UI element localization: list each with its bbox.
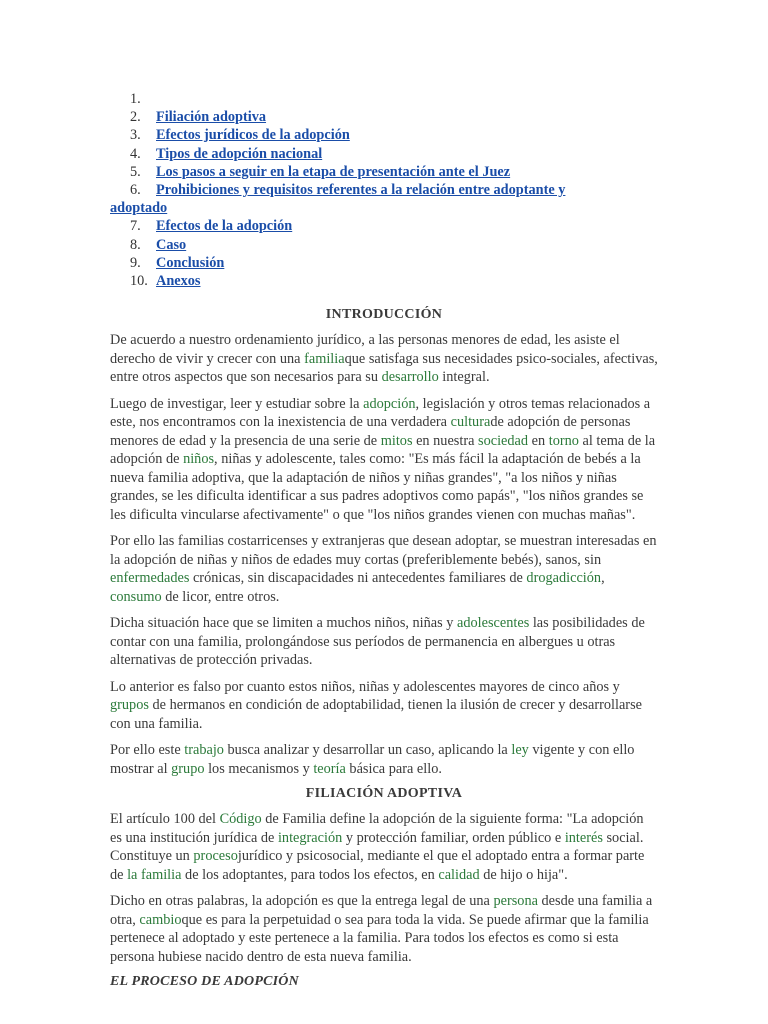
keyword-link[interactable]: sociedad	[478, 432, 529, 449]
keyword-link[interactable]: persona	[493, 893, 538, 910]
toc-number: 10.	[130, 273, 148, 290]
toc-item	[130, 145, 658, 163]
toc-link-filiacion[interactable]: Filiación adoptiva	[156, 109, 267, 126]
toc-number: 6.	[130, 182, 141, 199]
section-heading-filiacion: FILIACIÓN ADOPTIVA	[305, 786, 463, 802]
keyword-link[interactable]: trabajo	[184, 742, 224, 759]
section-heading-introduccion: INTRODUCCIÓN	[325, 307, 443, 323]
toc-link-efectos[interactable]: Efectos de la adopción	[156, 218, 293, 235]
keyword-link[interactable]: proceso	[193, 848, 238, 865]
toc-link-prohibiciones[interactable]	[110, 182, 658, 217]
keyword-link[interactable]: adopción	[363, 395, 416, 412]
toc-link-text: Prohibiciones y requisitos referentes a la relación entre adoptante y	[156, 182, 566, 199]
toc-number: 4.	[130, 145, 141, 162]
toc-link-text-cont: adoptado	[110, 200, 168, 217]
toc-item	[110, 181, 658, 217]
toc-item	[130, 236, 658, 254]
toc-number: 7.	[130, 218, 141, 235]
paragraph: Dicha situación hace que se limiten a muchos niños, niñas y adolescentes las posibilidades de contar con una familia, prolongándose sus períodos de permanencia en albergues u otras alternativas de protección privadas.	[110, 615, 645, 669]
toc-link-conclusion[interactable]: Conclusión	[156, 254, 225, 271]
toc-number: 3.	[130, 127, 141, 144]
keyword-link[interactable]: grupos	[110, 697, 149, 714]
paragraph: Por ello este trabajo busca analizar y desarrollar un caso, aplicando la ley vigente y con ello mostrar al grupo los mecanismos y teoría básica para ello.	[110, 742, 635, 777]
keyword-link[interactable]: enfermedades	[110, 570, 190, 587]
keyword-link[interactable]: la familia	[127, 866, 182, 883]
keyword-link[interactable]: torno	[548, 432, 579, 449]
toc-number: 9.	[130, 254, 141, 271]
toc-item	[130, 126, 658, 144]
keyword-link[interactable]: mitos	[380, 432, 413, 449]
keyword-link[interactable]: teoría	[313, 760, 346, 777]
document-page	[110, 90, 658, 990]
keyword-link[interactable]: cambio	[139, 911, 182, 928]
table-of-contents	[110, 90, 658, 290]
keyword-link[interactable]: ley	[511, 742, 529, 759]
keyword-link[interactable]: drogadicción	[526, 570, 602, 587]
keyword-link[interactable]: interés	[564, 829, 603, 846]
paragraph: El artículo 100 del Código de Familia define la adopción de la siguiente forma: "La adopción es una institución jurídica de integración y protección familiar, orden público e interés social. Constituye un procesojurídico y psicosocial, mediante el que el adoptado entra a formar parte de la familia de los adoptantes, para todos los efectos, en calidad de hijo o hija".	[110, 811, 645, 883]
section-heading-proceso: EL PROCESO DE ADOPCIÓN	[110, 974, 299, 990]
keyword-link[interactable]: consumo	[110, 588, 162, 605]
toc-number: 5.	[130, 163, 141, 180]
toc-item	[130, 217, 658, 235]
keyword-link[interactable]: Código	[219, 811, 262, 828]
keyword-link[interactable]: desarrollo	[381, 369, 439, 386]
toc-number: 2.	[130, 109, 141, 126]
toc-number: 1.	[130, 91, 141, 107]
paragraph: Por ello las familias costarricenses y extranjeras que desean adoptar, se muestran interesadas en la adopción de niñas y niños de edades muy cortas (preferiblemente bebés), sanos, sin enfermedades crónicas, sin discapacidades ni antecedentes familiares de drogadicción, consumo de licor, entre otros.	[110, 533, 657, 605]
paragraph: Lo anterior es falso por cuanto estos niños, niñas y adolescentes mayores de cinco años y grupos de hermanos en condición de adoptabilidad, tienen la ilusión de crecer y desarrollarse con una familia.	[110, 678, 642, 732]
toc-link-caso[interactable]: Caso	[156, 236, 187, 253]
toc-item	[130, 254, 658, 272]
toc-item	[130, 163, 658, 181]
toc-link-efectos-juridicos[interactable]: Efectos jurídicos de la adopción	[156, 127, 350, 144]
keyword-link[interactable]: integración	[277, 829, 343, 846]
paragraph: Luego de investigar, leer y estudiar sobre la adopción, legislación y otros temas relacionados a este, nos encontramos con la inexistencia de una verdadera culturade adopción de personas menores de edad y la presencia de una serie de mitos en nuestra sociedad en torno al tema de la adopción de niños, niñas y adolescente, tales como: "Es más fácil la adaptación de bebés a la nueva familia adoptiva, que la adaptación de niños y niñas grandes", "a los niños y niñas grandes, se les dificulta identificar a sus padres adoptivos como papás", "los niños grandes se les dificulta vincularse afectivamente" o que "los niños grandes vienen con muchas mañas".	[110, 395, 656, 523]
toc-link-anexos[interactable]: Anexos	[156, 273, 201, 290]
paragraph: Dicho en otras palabras, la adopción es que la entrega legal de una persona desde una familia a otra, cambioque es para la perpetuidad o sea para toda la vida. Se puede afirmar que la familia pertenece al adoptado y este pertenece a la familia. Para todos los efectos es como si esta persona hubiese nacido dentro de esta nueva familia.	[110, 893, 653, 965]
toc-number: 8.	[130, 236, 141, 253]
keyword-link[interactable]: calidad	[438, 866, 480, 883]
keyword-link[interactable]: grupo	[171, 760, 205, 777]
toc-link-tipos[interactable]: Tipos de adopción nacional	[156, 145, 323, 162]
keyword-link[interactable]: familia	[304, 350, 345, 367]
paragraph: De acuerdo a nuestro ordenamiento jurídico, a las personas menores de edad, les asiste el derecho de vivir y crecer con una familiaque satisfaga sus necesidades psico-sociales, afectivas, entre otros aspectos que son necesarios para su desarrollo integral.	[110, 332, 658, 386]
keyword-link[interactable]: cultura	[450, 414, 491, 431]
toc-link-pasos[interactable]: Los pasos a seguir en la etapa de presentación ante el Juez	[156, 163, 511, 180]
toc-item	[130, 272, 658, 290]
keyword-link[interactable]: adolescentes	[457, 615, 530, 632]
toc-item	[130, 90, 658, 108]
keyword-link[interactable]: niños	[183, 451, 215, 468]
toc-item	[130, 108, 658, 126]
